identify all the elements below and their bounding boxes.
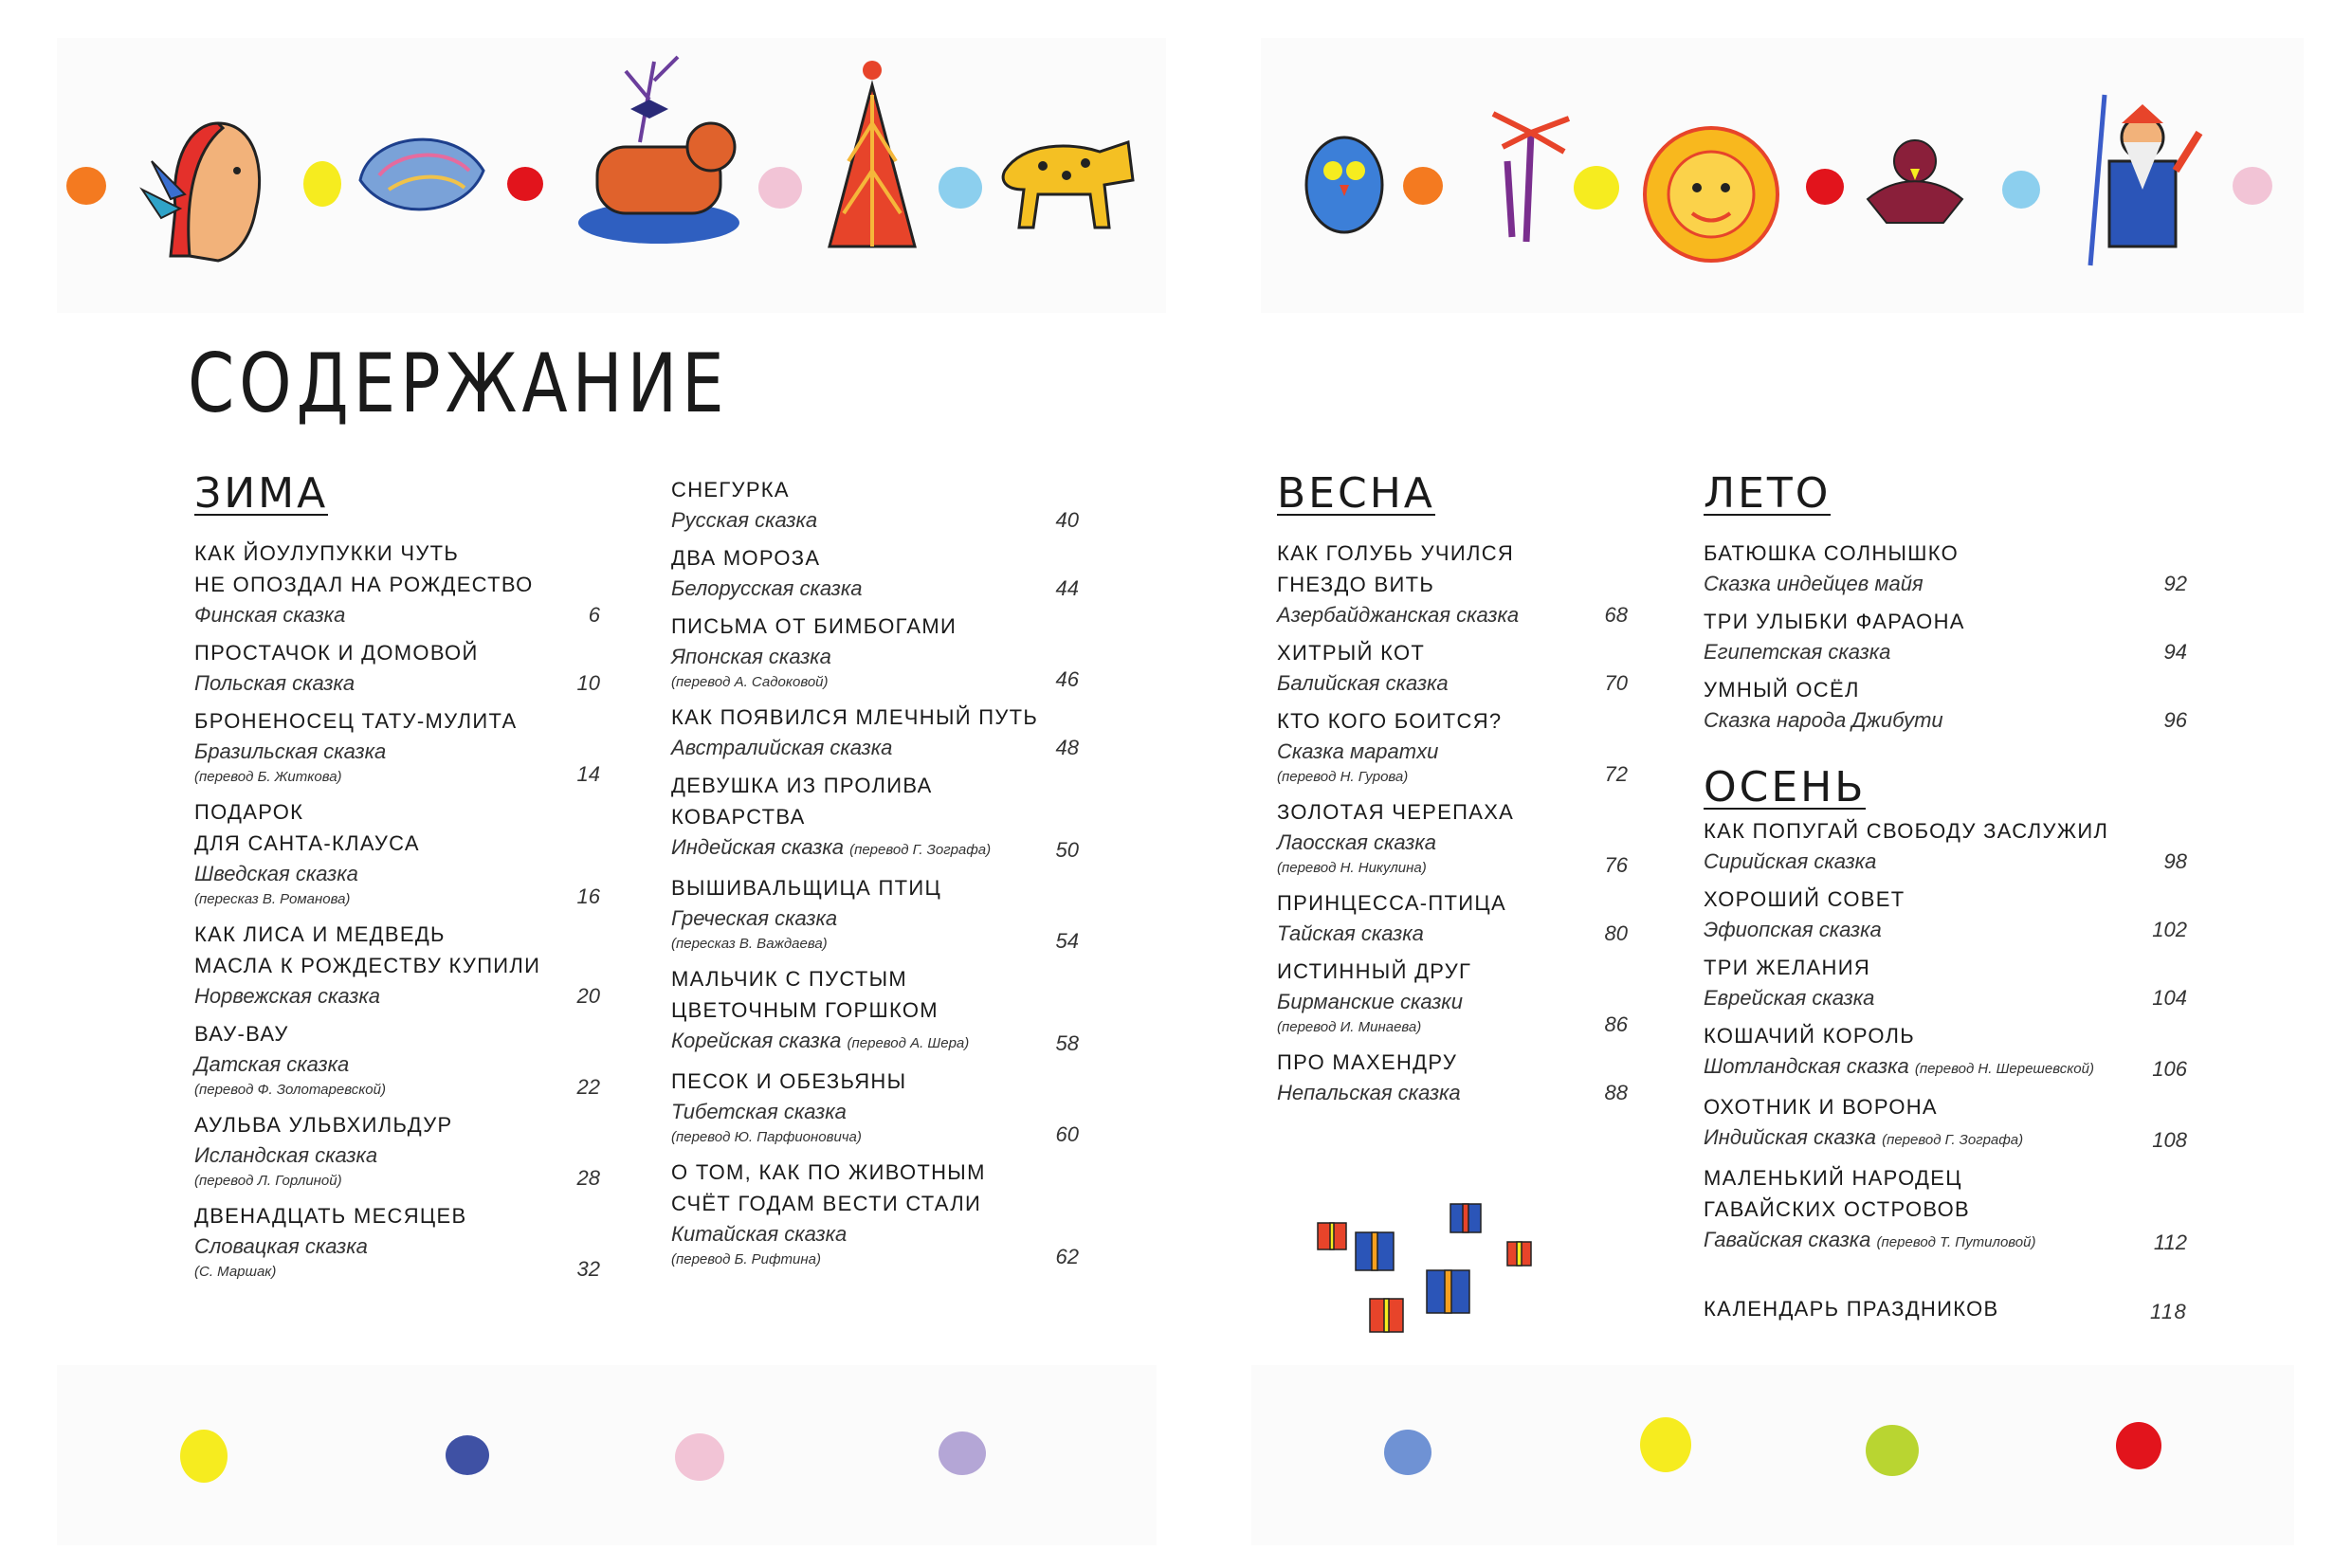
entry-title: АУЛЬВА УЛЬВХИЛЬДУР [194,1113,453,1137]
entry-title: КАК ПОПУГАЙ СВОБОДУ ЗАСЛУЖИЛ [1704,819,2109,843]
page-number: 32 [576,1257,600,1281]
sun-illustration [1640,123,1782,265]
entry-origin: Греческая сказка [671,906,838,930]
section-winter: ЗИМА [194,469,329,518]
page-number: 80 [1604,921,1628,945]
page-number: 86 [1604,1012,1628,1036]
bird-illustration [1858,133,1972,237]
entry-origin: Сказка индейцев майя [1704,572,1924,595]
entry-origin: Еврейская сказка [1704,986,1875,1010]
toc-entry[interactable] [194,538,600,629]
toc-column-winter-1 [194,538,600,1291]
indian-head-illustration [133,104,284,265]
page-number: 22 [576,1075,600,1099]
page-number: 10 [576,671,600,695]
toc-entry[interactable] [1704,952,2187,1012]
entry-title: КТО КОГО БОИТСЯ? [1277,709,1503,733]
entry-origin: Эфиопская сказка [1704,918,1882,941]
entry-origin: Балийская сказка [1277,671,1449,695]
entry-origin: Бирманские сказки [1277,990,1463,1013]
entry-translator: (перевод Н. Гурова) [1277,769,1409,785]
entry-translator: (пересказ В. Романова) [194,891,351,907]
entry-title: ТРИ ЖЕЛАНИЯ [1704,956,1871,979]
page-number: 16 [576,884,600,908]
lilac-dot [939,1431,986,1475]
entry-translator: (перевод И. Минаева) [1277,1019,1422,1035]
toc-entry[interactable] [671,963,1079,1058]
toc-entry[interactable] [1277,538,1628,629]
entry-translator: (перевод Г. Зографа) [1882,1132,2024,1148]
toc-entry[interactable] [194,1200,600,1284]
navy-dot [446,1435,489,1475]
entry-title: ПЕСОК И ОБЕЗЬЯНЫ [671,1069,907,1093]
toc-entry[interactable] [1704,1020,2187,1084]
lime-dot [1866,1425,1919,1476]
page-number: 60 [1055,1122,1079,1146]
page-number: 54 [1055,929,1079,953]
toc-entry[interactable] [671,1157,1079,1271]
page-number: 94 [2163,640,2187,664]
entry-translator: (перевод Ф. Золотаревской) [194,1082,386,1098]
page-number: 72 [1604,762,1628,786]
entry-translator: (пересказ В. Важдаева) [671,936,828,952]
page-title: СОДЕРЖАНИЕ [188,337,729,431]
toc-entry[interactable] [671,542,1079,603]
entry-origin: Тайская сказка [1277,921,1424,945]
toc-entry[interactable] [671,702,1079,762]
red-dot [2116,1422,2161,1469]
section-autumn: ОСЕНЬ [1704,763,1867,811]
entry-title: МАЛЕНЬКИЙ НАРОДЕЦ ГАВАЙСКИХ ОСТРОВОВ [1704,1166,1970,1221]
toc-entry[interactable] [1277,1047,1628,1107]
pink-dot [675,1433,724,1481]
fir-tree-illustration [820,57,924,261]
entry-title: ПРИНЦЕССА-ПТИЦА [1277,891,1506,915]
entry-title: КАК ПОЯВИЛСЯ МЛЕЧНЫЙ ПУТЬ [671,705,1039,729]
red-dot [1806,169,1844,205]
entry-title: КОШАЧИЙ КОРОЛЬ [1704,1024,1916,1048]
palm-tree-illustration [1474,104,1588,246]
toc-entry[interactable] [1704,538,2187,598]
toc-entry[interactable] [671,611,1079,694]
entry-title: О ТОМ, КАК ПО ЖИВОТНЫМ СЧЁТ ГОДАМ ВЕСТИ СТАЛИ [671,1160,986,1215]
entry-title: МАЛЬЧИК С ПУСТЫМ ЦВЕТОЧНЫМ ГОРШКОМ [671,967,939,1022]
entry-title: ПРОСТАЧОК И ДОМОВОЙ [194,641,479,665]
toc-entry[interactable] [1277,956,1628,1039]
entry-translator: (перевод А. Садоковой) [671,674,829,690]
page-number: 102 [2152,918,2187,941]
toc-entry-calendar[interactable] [1704,1297,2187,1326]
entry-title: ПРО МАХЕНДРУ [1277,1050,1458,1074]
entry-translator: (перевод Л. Горлиной) [194,1173,342,1189]
pink-dot [2233,167,2272,205]
entry-origin: Лаосская сказка [1277,830,1437,854]
toc-entry[interactable] [194,1109,600,1193]
toc-entry[interactable] [1277,887,1628,948]
entry-title: КАЛЕНДАРЬ ПРАЗДНИКОВ [1704,1297,1999,1321]
section-summer: ЛЕТО [1704,469,1832,518]
entry-origin: Норвежская сказка [194,984,380,1008]
toc-column-spring [1277,538,1628,1115]
entry-translator: (перевод Н. Шерешевской) [1914,1061,2094,1077]
pink-dot [758,167,802,209]
page-number: 76 [1604,853,1628,877]
entry-title: ВАУ-ВАУ [194,1022,289,1046]
entry-origin: Датская сказка [194,1052,350,1076]
entry-title: ПИСЬМА ОТ БИМБОГАМИ [671,614,957,638]
page-number: 68 [1604,603,1628,627]
page-number: 92 [2163,572,2187,595]
entry-title: ПОДАРОК ДЛЯ САНТА-КЛАУСА [194,800,420,855]
entry-title: БАТЮШКА СОЛНЫШКО [1704,541,1960,565]
toc-entry[interactable] [1704,606,2187,666]
entry-origin: Финская сказка [194,603,346,627]
entry-origin: Исландская сказка [194,1143,378,1167]
page-number: 28 [576,1166,600,1190]
toc-entry[interactable] [1704,815,2187,876]
entry-translator: (перевод Б. Житкова) [194,769,342,785]
orange-dot [1403,167,1443,205]
page-number: 44 [1055,576,1079,600]
entry-origin: Бразильская сказка [194,739,387,763]
entry-origin: Непальская сказка [1277,1081,1461,1104]
entry-origin: Словацкая сказка [194,1234,368,1258]
cornflower-dot [1384,1430,1431,1475]
entry-title: ЗОЛОТАЯ ЧЕРЕПАХА [1277,800,1515,824]
page-number: 98 [2163,849,2187,873]
entry-origin: Сказка народа Джибути [1704,708,1943,732]
page-number: 118 [2150,1300,2187,1323]
entry-origin: Сказка маратхи [1277,739,1439,763]
page-number: 96 [2163,708,2187,732]
entry-origin: Корейская сказка [671,1029,842,1052]
entry-title: КАК ЙОУЛУПУККИ ЧУТЬ НЕ ОПОЗДАЛ НА РОЖДЕСТВО [194,541,534,596]
toc-entry[interactable] [1277,705,1628,789]
entry-title: ДВЕНАДЦАТЬ МЕСЯЦЕВ [194,1204,467,1228]
entry-translator: (С. Маршак) [194,1264,277,1280]
entry-origin: Шведская сказка [194,862,358,885]
entry-origin: Сирийская сказка [1704,849,1877,873]
page-number: 40 [1055,508,1079,532]
page-number: 106 [2152,1057,2187,1081]
toc-column-autumn [1704,815,2187,1265]
entry-translator: (перевод Т. Путиловой) [1876,1234,2036,1250]
page-number: 88 [1604,1081,1628,1104]
entry-title: СНЕГУРКА [671,478,790,501]
toc-entry[interactable] [194,1018,600,1102]
lightblue-dot [939,167,982,209]
yellow-dot [303,161,341,207]
page-number: 112 [2153,1231,2187,1254]
page-number: 104 [2152,986,2187,1010]
orange-dot [66,167,106,205]
entry-title: КАК ЛИСА И МЕДВЕДЬ МАСЛА К РОЖДЕСТВУ КУПИЛИ [194,922,541,977]
entry-origin: Австралийская сказка [671,736,893,759]
toc-entry[interactable] [671,1066,1079,1149]
section-spring: ВЕСНА [1277,469,1435,518]
toc-entry[interactable] [1704,1162,2187,1257]
entry-origin: Шотландская сказка [1704,1054,1909,1078]
owl-illustration [1297,128,1392,246]
red-dot [507,167,543,201]
entry-origin: Китайская сказка [671,1222,848,1246]
toc-entry[interactable] [194,705,600,789]
yellow-dot [1640,1417,1691,1472]
entry-origin: Индейская сказка [671,835,844,859]
page-number: 58 [1055,1031,1079,1055]
lightblue-dot [2002,171,2040,209]
entry-title: ХОРОШИЙ СОВЕТ [1704,887,1905,911]
toc-entry[interactable] [194,637,600,698]
entry-title: УМНЫЙ ОСЁЛ [1704,678,1860,702]
entry-translator: (перевод А. Шера) [847,1035,970,1051]
entry-translator: (перевод Г. Зографа) [849,842,992,858]
entry-title: КАК ГОЛУБЬ УЧИЛСЯ ГНЕЗДО ВИТЬ [1277,541,1515,596]
bear-with-bird-illustration [574,52,744,246]
toc-column-winter-2 [671,474,1079,1279]
entry-title: ДВА МОРОЗА [671,546,821,570]
toc-entry[interactable] [1277,796,1628,880]
entry-origin: Тибетская сказка [671,1100,847,1123]
page-number: 14 [576,762,600,786]
entry-translator: (перевод Н. Никулина) [1277,860,1427,876]
entry-origin: Японская сказка [671,645,831,668]
page-number: 50 [1055,838,1079,862]
toc-entry[interactable] [1704,884,2187,944]
page-number: 48 [1055,736,1079,759]
entry-translator: (перевод Ю. Парфионовича) [671,1129,862,1145]
entry-title: БРОНЕНОСЕЦ ТАТУ-МУЛИТА [194,709,518,733]
toc-entry[interactable] [1704,1091,2187,1155]
toc-entry[interactable] [671,474,1079,535]
entry-origin: Гавайская сказка [1704,1228,1871,1251]
entry-origin: Египетская сказка [1704,640,1891,664]
toc-entry[interactable] [1277,637,1628,698]
toc-entry[interactable] [671,770,1079,865]
entry-title: ТРИ УЛЫБКИ ФАРАОНА [1704,610,1965,633]
entry-origin: Азербайджанская сказка [1277,603,1520,627]
toc-column-summer [1704,538,2187,742]
entry-origin: Индийская сказка [1704,1125,1876,1149]
gifts-illustration [1308,1190,1555,1346]
leopard-illustration [995,104,1138,237]
page-number: 70 [1604,671,1628,695]
entry-origin: Польская сказка [194,671,356,695]
seashell-illustration [351,123,493,228]
entry-title: ИСТИННЫЙ ДРУГ [1277,959,1472,983]
page-number: 46 [1055,667,1079,691]
toc-entry[interactable] [1704,674,2187,735]
toc-entry[interactable] [671,872,1079,956]
page-number: 6 [588,603,600,627]
page-number: 20 [576,984,600,1008]
page-number: 108 [2152,1128,2187,1152]
entry-origin: Белорусская сказка [671,576,863,600]
yellow-dot [180,1430,228,1483]
wizard-illustration [2067,85,2209,275]
entry-title: ВЫШИВАЛЬЩИЦА ПТИЦ [671,876,942,900]
toc-entry[interactable] [194,919,600,1011]
entry-title: ДЕВУШКА ИЗ ПРОЛИВА КОВАРСТВА [671,774,933,829]
entry-title: ОХОТНИК И ВОРОНА [1704,1095,1938,1119]
entry-title: ХИТРЫЙ КОТ [1277,641,1426,665]
page-number: 62 [1055,1245,1079,1268]
entry-origin: Русская сказка [671,508,818,532]
entry-translator: (перевод Б. Рифтина) [671,1251,821,1267]
toc-entry[interactable] [194,796,600,911]
